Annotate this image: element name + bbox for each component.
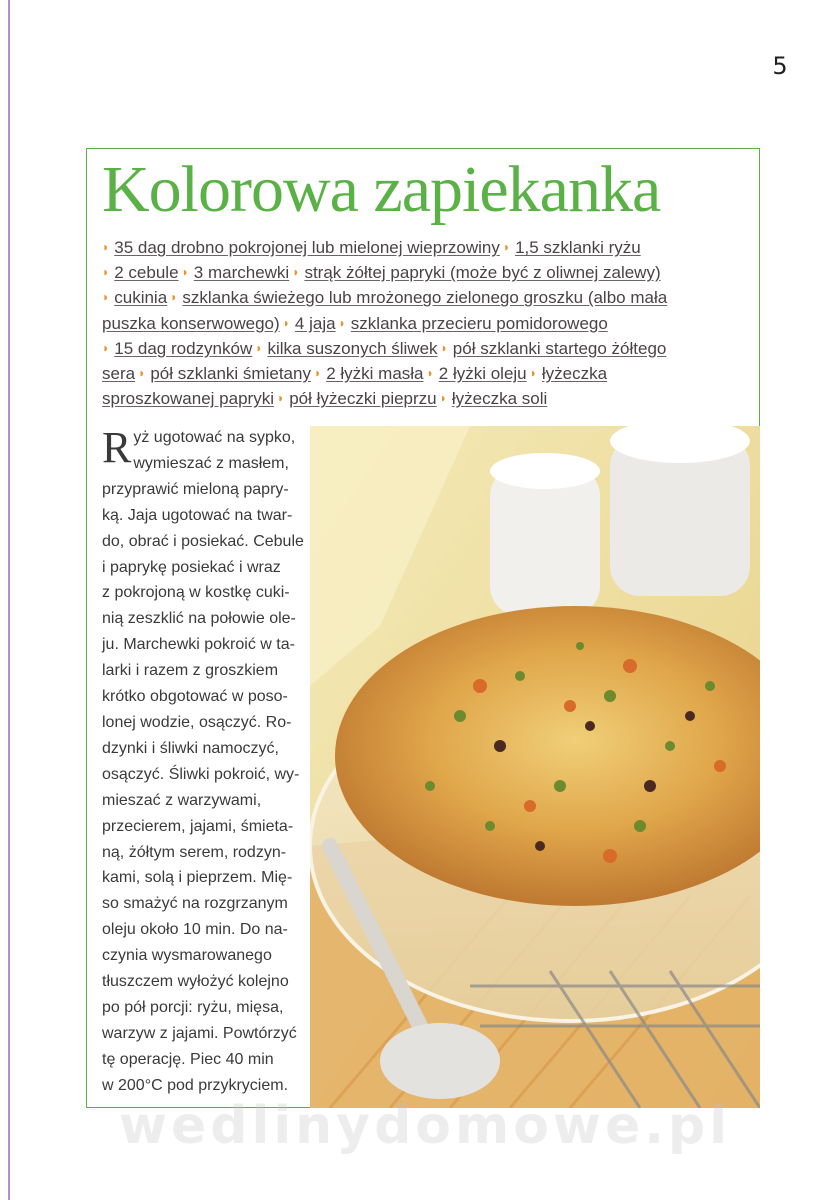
instruction-line: ką. Jaja ugotować na twar- bbox=[102, 506, 293, 524]
bullet-icon: ◗ bbox=[426, 366, 434, 381]
instruction-line: po pół porcji: ryżu, mięsa, bbox=[102, 998, 284, 1016]
ingredient-item: kilka suszonych śliwek bbox=[267, 338, 438, 358]
instruction-line: przyprawić mieloną papry- bbox=[102, 480, 289, 498]
bullet-icon: ◗ bbox=[292, 265, 300, 280]
ingredient-item: sproszkowanej papryki bbox=[102, 389, 274, 409]
instruction-line: i paprykę posiekać i wraz bbox=[102, 558, 281, 576]
instruction-line: w 200°C pod przykryciem. bbox=[102, 1076, 289, 1094]
instruction-line: yż ugotować na sypko, bbox=[133, 429, 296, 446]
instruction-line: lonej wodzie, osączyć. Ro- bbox=[102, 713, 292, 731]
ingredient-item: łyżeczka soli bbox=[451, 389, 548, 409]
left-margin-rule bbox=[8, 0, 10, 1200]
ingredients-list bbox=[102, 236, 752, 412]
ingredient-item: pół szklanki startego żółtego bbox=[452, 338, 667, 358]
bullet-icon: ◗ bbox=[282, 315, 290, 330]
instruction-line: dzynki i śliwki namoczyć, bbox=[102, 739, 279, 757]
bullet-icon: ◗ bbox=[440, 340, 448, 355]
instruction-line: osączyć. Śliwki pokroić, wy- bbox=[102, 765, 300, 783]
bullet-icon: ◗ bbox=[102, 240, 110, 254]
ingredient-line bbox=[102, 362, 752, 387]
bullet-icon: ◗ bbox=[276, 391, 285, 406]
ingredient-line bbox=[102, 286, 752, 311]
instruction-line: nią zeszklić na połowie ole- bbox=[102, 610, 296, 628]
ingredient-item: strąk żółtej papryki (może być z oliwnej zalewy) bbox=[304, 263, 661, 283]
instruction-line: ną, żółtym serem, rodzyn- bbox=[102, 843, 287, 861]
instruction-line: warzyw z jajami. Powtórzyć bbox=[102, 1024, 297, 1042]
ingredient-item: 2 cebule bbox=[114, 263, 179, 283]
salt-shaker-icon bbox=[490, 453, 600, 616]
instruction-line: wymieszać z masłem, bbox=[133, 454, 289, 472]
ingredient-item: 1,5 szklanki ryżu bbox=[515, 238, 641, 257]
bullet-icon: ◗ bbox=[439, 391, 447, 406]
ingredient-item: 3 marchewki bbox=[193, 263, 290, 283]
bullet-icon: ◗ bbox=[338, 315, 346, 330]
instruction-line: z pokrojoną w kostkę cuki- bbox=[102, 584, 290, 602]
instruction-line: oleju około 10 min. Do na- bbox=[102, 921, 288, 939]
instruction-line: przecierem, jajami, śmieta- bbox=[102, 817, 294, 835]
ingredient-item: 4 jaja bbox=[294, 313, 336, 333]
ingredient-item: pół łyżeczki pieprzu bbox=[289, 389, 437, 409]
ingredient-item: puszka konserwowego) bbox=[102, 313, 280, 333]
instruction-line: krótko obgotować w poso- bbox=[102, 688, 288, 706]
instruction-line: czynia wysmarowanego bbox=[102, 947, 272, 965]
bullet-icon: ◗ bbox=[529, 366, 537, 381]
ingredient-item: szklanka świeżego lub mrożonego zielonego groszku (albo mała bbox=[182, 288, 668, 308]
ingredient-item: 2 łyżki oleju bbox=[438, 364, 527, 384]
bullet-icon: ◗ bbox=[170, 290, 178, 305]
bullet-icon: ◗ bbox=[102, 340, 110, 355]
bullet-icon: ◗ bbox=[181, 265, 189, 280]
casserole-illustration bbox=[310, 426, 760, 1108]
ingredient-item: pół szklanki śmietany bbox=[150, 364, 311, 384]
ingredient-item: 15 dag rodzynków bbox=[114, 338, 253, 358]
page-number: 5 bbox=[772, 52, 788, 80]
ingredient-item: sera bbox=[102, 364, 136, 384]
casserole-photo bbox=[310, 426, 760, 1108]
ingredient-line bbox=[102, 337, 752, 362]
bullet-icon: ◗ bbox=[102, 290, 110, 305]
watermark: wedlinydomowe.pl bbox=[118, 1096, 732, 1156]
ingredient-item: łyżeczka bbox=[541, 364, 608, 384]
instruction-line: ju. Marchewki pokroić w ta- bbox=[102, 636, 295, 654]
ingredient-line bbox=[102, 261, 752, 286]
ingredient-line bbox=[102, 312, 752, 337]
ingredient-line bbox=[102, 387, 752, 412]
bullet-icon: ◗ bbox=[102, 265, 110, 280]
instruction-line: tę operację. Piec 40 min bbox=[102, 1050, 274, 1068]
ingredient-line bbox=[102, 236, 752, 261]
ingredient-item: 35 dag drobno pokrojonej lub mielonej wieprzowiny bbox=[114, 238, 500, 257]
pepper-shaker-icon bbox=[610, 426, 750, 596]
bullet-icon: ◗ bbox=[138, 366, 146, 381]
bullet-icon: ◗ bbox=[255, 340, 263, 355]
instruction-line: tłuszczem wyłożyć kolejno bbox=[102, 973, 289, 991]
instruction-line: mieszać z warzywami, bbox=[102, 791, 262, 809]
ingredient-item: cukinia bbox=[114, 288, 168, 308]
recipe-instructions bbox=[102, 425, 302, 1099]
bullet-icon: ◗ bbox=[313, 366, 322, 381]
instruction-line: larki i razem z groszkiem bbox=[102, 662, 279, 680]
recipe-title: Kolorowa zapiekanka bbox=[102, 153, 661, 226]
ingredient-item: szklanka przecieru pomidorowego bbox=[350, 313, 608, 333]
instruction-line: kami, solą i pieprzem. Mię- bbox=[102, 869, 293, 887]
instruction-line: so smażyć na rozgrzanym bbox=[102, 895, 288, 913]
instruction-line: do, obrać i posiekać. Cebule bbox=[102, 532, 304, 550]
bullet-icon: ◗ bbox=[502, 240, 511, 254]
drop-cap: R bbox=[102, 423, 132, 472]
ingredient-item: 2 łyżki masła bbox=[326, 364, 424, 384]
